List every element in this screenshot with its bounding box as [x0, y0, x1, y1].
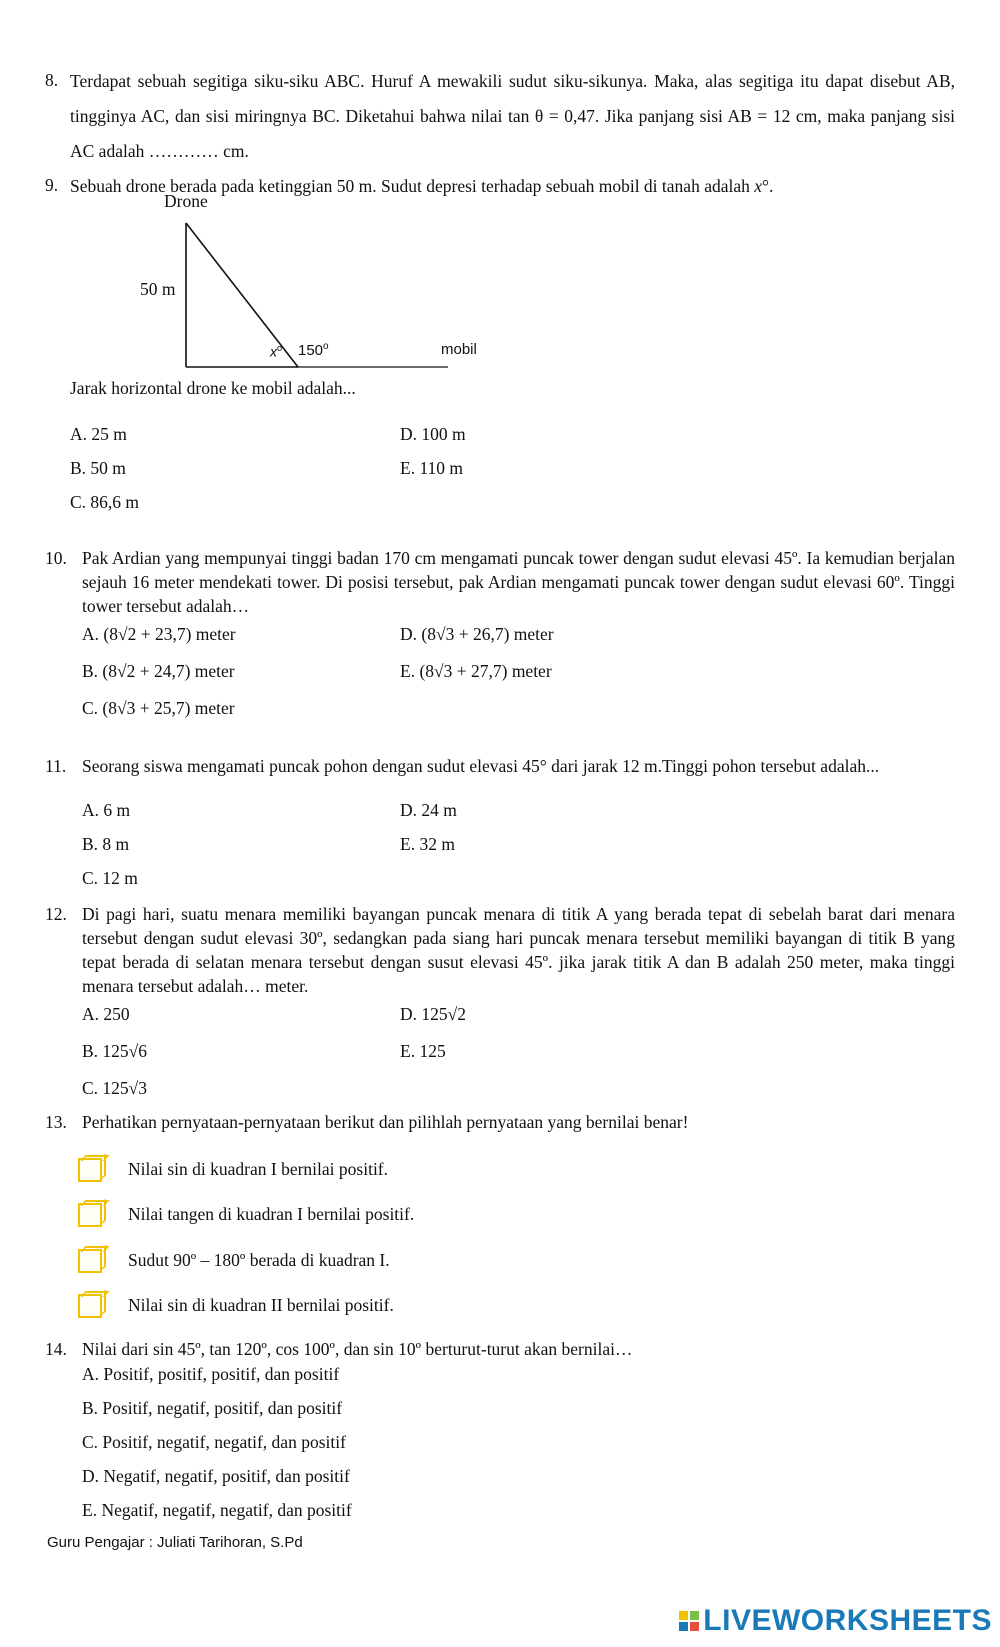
question-12-number: 12. — [45, 904, 67, 924]
statement-1-label: Nilai sin di kuadran I bernilai positif. — [128, 1159, 389, 1179]
q11-option-c: C. 12 m — [82, 868, 138, 888]
q9-option-d: D. 100 m — [400, 424, 466, 444]
statement-2-label: Nilai tangen di kuadran I bernilai positif. — [128, 1204, 415, 1224]
q12-option-d: D. 125√2 — [400, 1004, 466, 1024]
question-9-prompt: Jarak horizontal drone ke mobil adalah... — [70, 378, 356, 398]
q10-option-e: E. (8√3 + 27,7) meter — [400, 661, 552, 681]
logo-wordmark: LIVEWORKSHEETS — [703, 1604, 992, 1637]
q9-option-c: C. 86,6 m — [70, 492, 140, 512]
statement-3-checkbox[interactable] — [78, 1249, 102, 1273]
statement-2-checkbox[interactable] — [78, 1203, 102, 1227]
question-10-number: 10. — [45, 548, 67, 568]
question-8-number: 8. — [45, 70, 59, 90]
question-8-text: Terdapat sebuah segitiga siku-siku ABC. Huruf A mewakili sudut siku-sikunya. Maka, alas segitiga itu dapat disebut AB, tingginya AC, dan sisi miringnya BC. Diketahui bahwa nilai tan θ = 0,47. Jika panjang sisi AB = 12 cm, maka panjang sisi AC adalah ………… cm. — [70, 71, 955, 161]
angle-x-label: $x^o$ — [270, 343, 283, 360]
question-9-number: 9. — [45, 175, 59, 195]
question-14-text: Nilai dari sin 45º, tan 120º, cos 100º, dan sin 10º berturut-turut akan bernilai… — [82, 1339, 633, 1359]
statement-1-checkbox[interactable] — [78, 1158, 102, 1182]
question-12-text: Di pagi hari, suatu menara memiliki bayangan puncak menara di titik A yang berada tepat di sebelah barat dari menara tersebut dengan sudut elevasi 30º, sedangkan pada siang hari puncak menara tersebut memiliki bayangan di titik B yang tepat berada di selatan menara tersebut dengan susut elevasi 45º. jika jarak titik A dan B adalah 250 meter, maka tinggi menara tersebut adalah… meter. — [82, 904, 955, 996]
height-label: 50 m — [140, 279, 176, 299]
statement-4-label: Nilai sin di kuadran II bernilai positif. — [128, 1295, 394, 1315]
q11-option-d: D. 24 m — [400, 800, 457, 820]
angle-150-label: 150$^o$ — [298, 341, 329, 359]
question-13-number: 13. — [45, 1112, 67, 1132]
q9-option-b: B. 50 m — [70, 458, 126, 478]
question-9-text: Sebuah drone berada pada ketinggian 50 m. Sudut depresi terhadap sebuah mobil di tanah adalah x°. — [70, 176, 774, 196]
q10-option-b: B. (8√2 + 24,7) meter — [82, 661, 235, 681]
question-11-text: Seorang siswa mengamati puncak pohon dengan sudut elevasi 45° dari jarak 12 m.Tinggi pohon tersebut adalah... — [82, 756, 880, 776]
q12-option-a: A. 250 — [82, 1004, 130, 1024]
car-label: mobil — [441, 341, 477, 358]
q14-option-e: E. Negatif, negatif, negatif, dan positif — [82, 1500, 352, 1520]
drone-diagram — [120, 191, 500, 375]
q12-option-b: B. 125√6 — [82, 1041, 148, 1061]
q14-option-d: D. Negatif, negatif, positif, dan positif — [82, 1466, 350, 1486]
q11-option-b: B. 8 m — [82, 834, 130, 854]
statement-3-label: Sudut 90º – 180º berada di kuadran I. — [128, 1250, 390, 1270]
q11-option-a: A. 6 m — [82, 800, 131, 820]
q14-option-a: A. Positif, positif, positif, dan positif — [82, 1364, 340, 1384]
q10-option-c: C. (8√3 + 25,7) meter — [82, 698, 235, 718]
question-13-text: Perhatikan pernyataan-pernyataan berikut dan pilihlah pernyataan yang bernilai benar! — [82, 1112, 689, 1132]
statement-4-checkbox[interactable] — [78, 1294, 102, 1318]
question-14-number: 14. — [45, 1339, 67, 1359]
q12-option-c: C. 125√3 — [82, 1078, 148, 1098]
q10-option-d: D. (8√3 + 26,7) meter — [400, 624, 554, 644]
q12-option-e: E. 125 — [400, 1041, 446, 1061]
q14-option-b: B. Positif, negatif, positif, dan positif — [82, 1398, 343, 1418]
question-10-text: Pak Ardian yang mempunyai tinggi badan 170 cm mengamati puncak tower dengan sudut elevasi 45º. Ia kemudian berjalan sejauh 16 meter mendekati tower. Di posisi tersebut, pak Ardian mengamati puncak tower dengan sudut elevasi 60º. Tinggi tower tersebut adalah… — [82, 548, 955, 616]
q14-option-c: C. Positif, negatif, negatif, dan positif — [82, 1432, 346, 1452]
q9-option-e: E. 110 m — [400, 458, 464, 478]
teacher-footer: Guru Pengajar : Juliati Tarihoran, S.Pd — [47, 1534, 303, 1551]
drone-label: Drone — [164, 191, 208, 211]
logo-grid-icon — [679, 1611, 699, 1631]
question-11-number: 11. — [45, 756, 67, 776]
q9-option-a: A. 25 m — [70, 424, 127, 444]
liveworksheets-logo — [679, 1604, 992, 1638]
q10-option-a: A. (8√2 + 23,7) meter — [82, 624, 236, 644]
q11-option-e: E. 32 m — [400, 834, 455, 854]
